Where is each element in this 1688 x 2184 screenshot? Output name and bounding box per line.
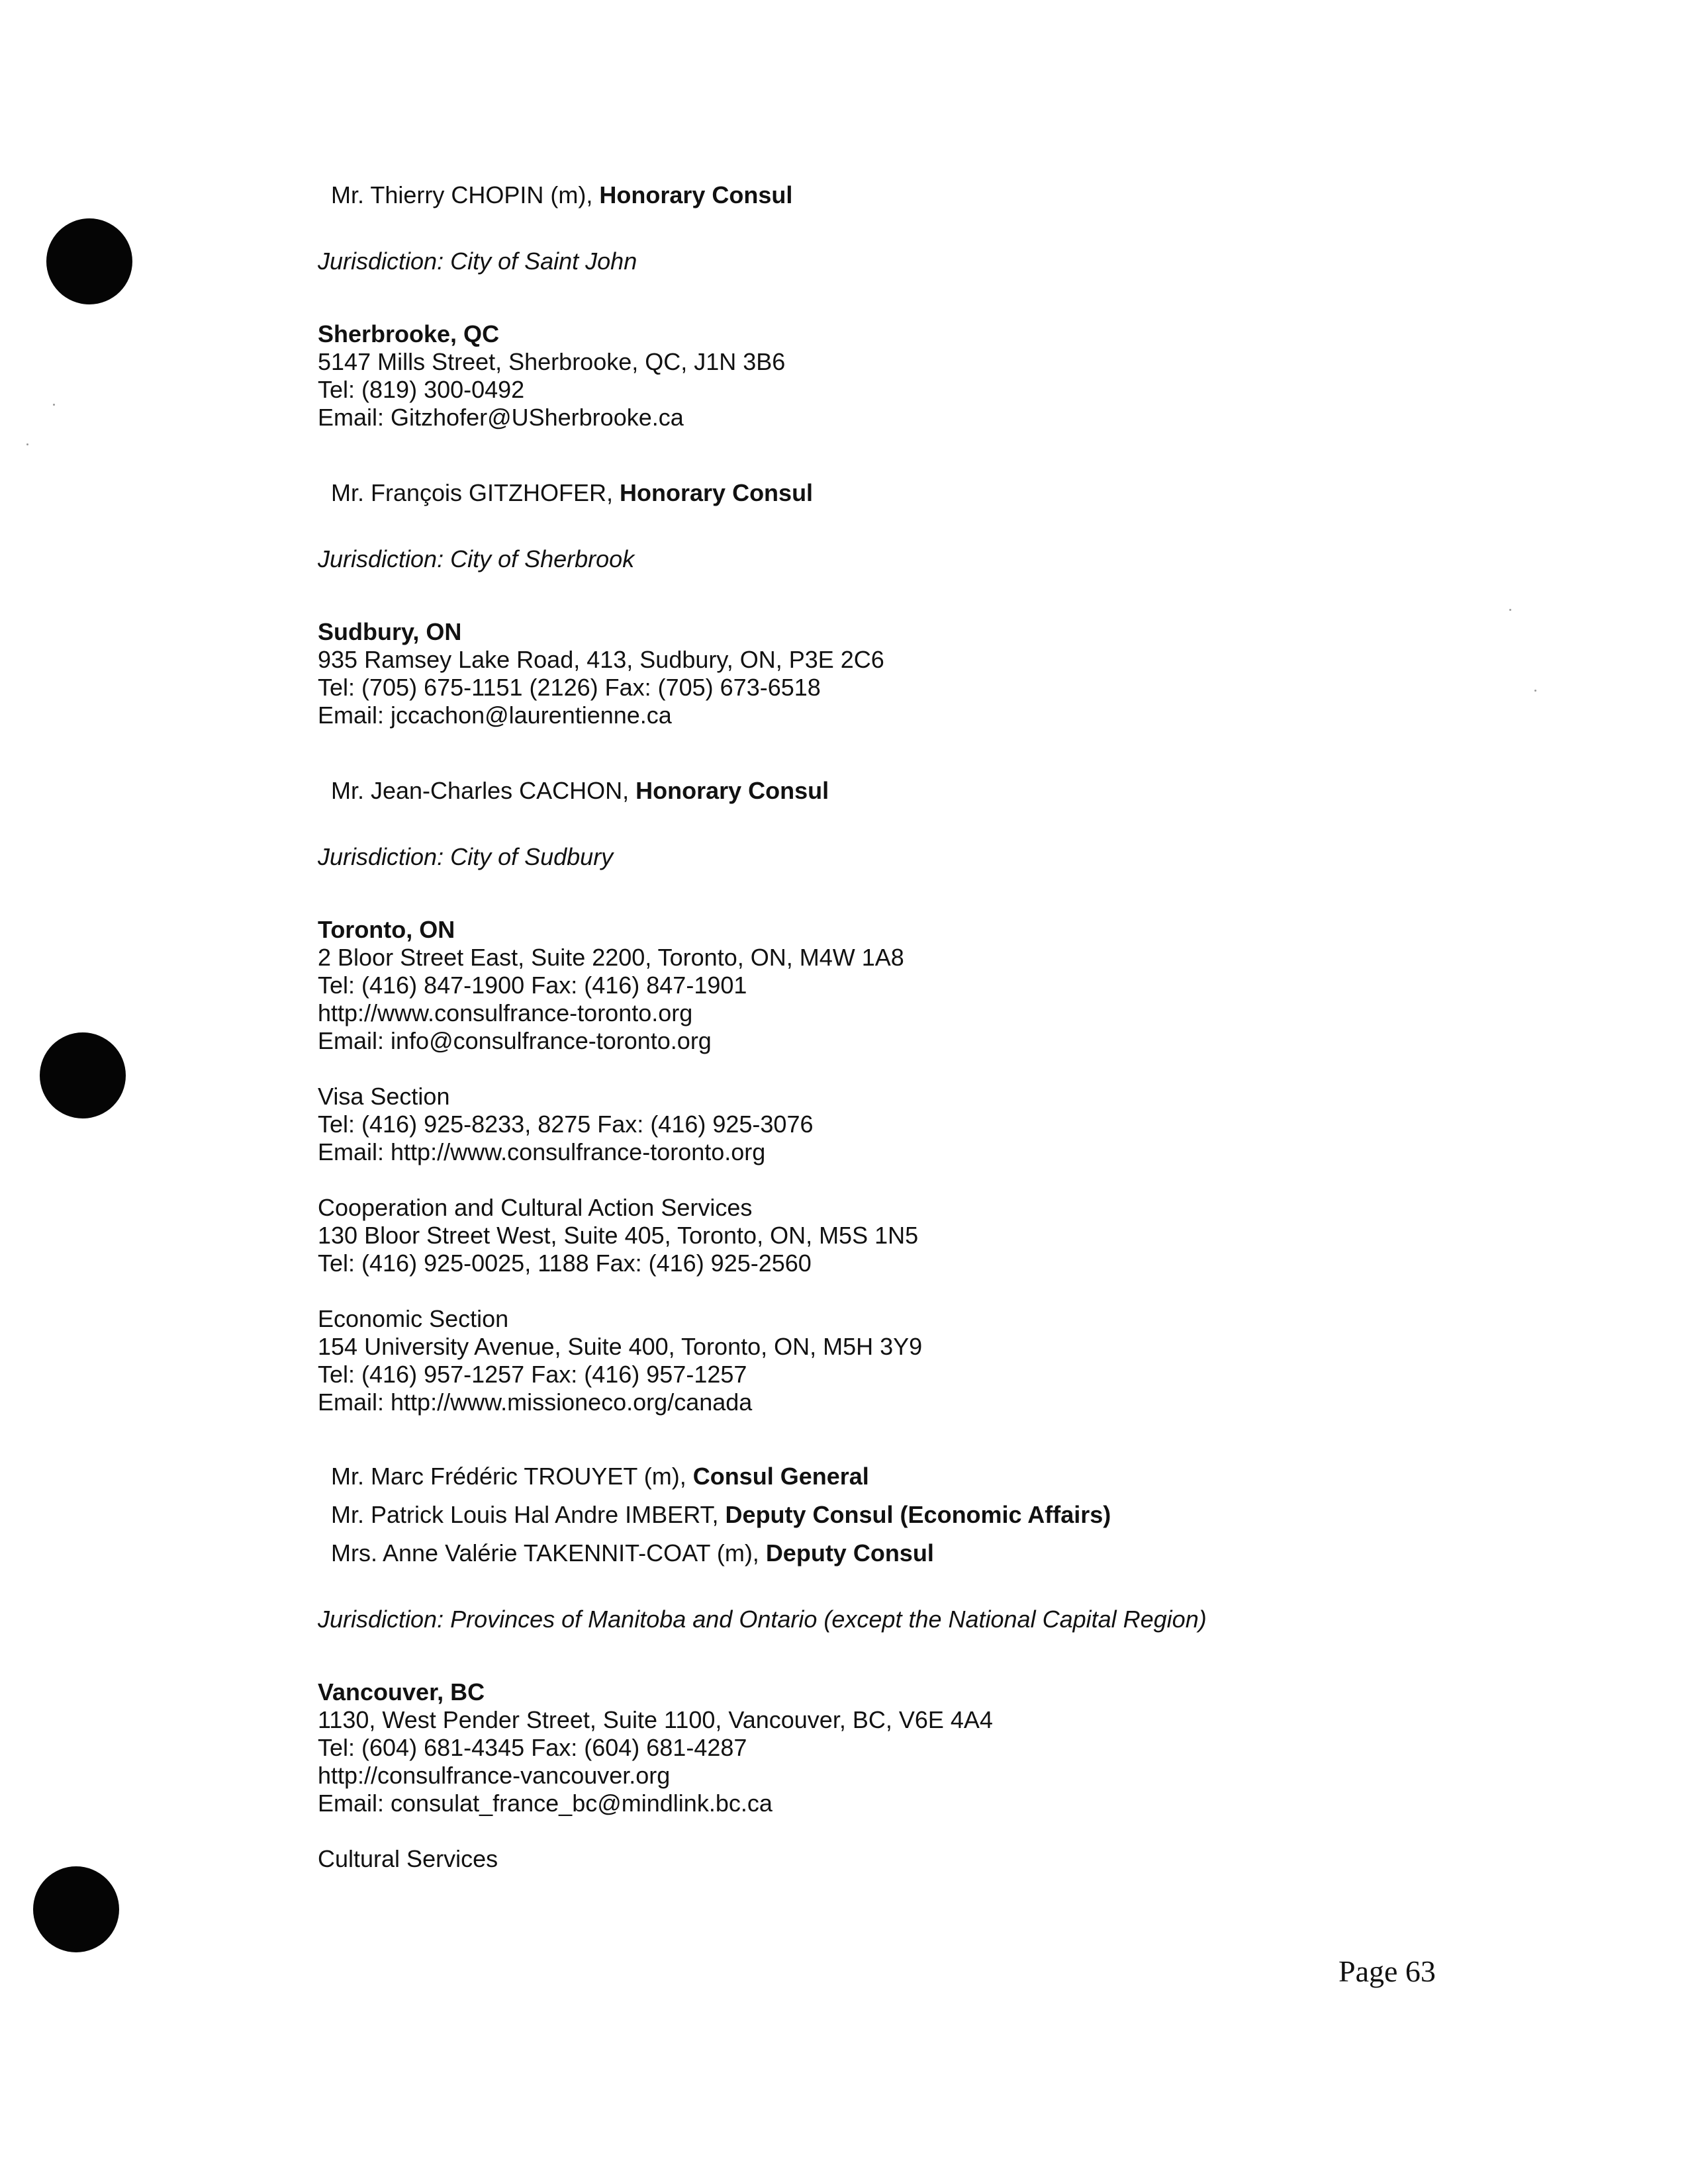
jurisdiction: Jurisdiction: City of Saint John (318, 248, 637, 275)
section-heading: Sudbury, ON (318, 618, 462, 645)
person-title: Deputy Consul (765, 1539, 934, 1567)
address: 154 University Avenue, Suite 400, Toronto, ON, M5H 3Y9 (318, 1333, 923, 1360)
jurisdiction: Jurisdiction: City of Sudbury (318, 843, 614, 870)
jurisdiction: Jurisdiction: Provinces of Manitoba and Ontario (except the National Capital Region) (318, 1606, 1207, 1633)
punch-hole-top (46, 218, 132, 304)
person-name: Mr. François GITZHOFER, (331, 479, 620, 506)
page-number: Page 63 (1338, 1954, 1436, 1988)
person-line (331, 1539, 934, 1567)
scan-speck (1534, 690, 1536, 692)
punch-hole-middle (40, 1032, 126, 1118)
person-title: Deputy Consul (Economic Affairs) (725, 1501, 1111, 1528)
email: Email: http://www.consulfrance-toronto.org (318, 1138, 766, 1165)
email: Email: http://www.missioneco.org/canada (318, 1388, 753, 1416)
telephone: Tel: (705) 675-1151 (2126) Fax: (705) 673-6518 (318, 674, 821, 701)
address: 5147 Mills Street, Sherbrooke, QC, J1N 3B6 (318, 348, 786, 375)
scan-speck (1509, 609, 1511, 611)
email: Email: consulat_france_bc@mindlink.bc.ca (318, 1790, 773, 1817)
person-line (331, 1501, 1111, 1529)
subsection-title: Cooperation and Cultural Action Services (318, 1194, 753, 1221)
section-heading: Vancouver, BC (318, 1678, 485, 1706)
subsection-title: Visa Section (318, 1083, 450, 1110)
person-line (331, 777, 829, 805)
person-line (331, 1463, 869, 1490)
email: Email: info@consulfrance-toronto.org (318, 1027, 712, 1054)
section-heading: Toronto, ON (318, 916, 455, 943)
email: Email: Gitzhofer@USherbrooke.ca (318, 404, 684, 431)
subsection-title: Cultural Services (318, 1845, 498, 1872)
person-name: Mr. Thierry CHOPIN (m), (331, 181, 600, 208)
person-name: Mr. Jean-Charles CACHON, (331, 777, 636, 804)
telephone: Tel: (416) 925-0025, 1188 Fax: (416) 925-2560 (318, 1250, 812, 1277)
person-name: Mr. Marc Frédéric TROUYET (m), (331, 1463, 693, 1490)
person-title: Honorary Consul (599, 181, 793, 208)
website: http://www.consulfrance-toronto.org (318, 999, 693, 1026)
punch-hole-bottom (33, 1866, 119, 1952)
email: Email: jccachon@laurentienne.ca (318, 702, 672, 729)
telephone: Tel: (416) 957-1257 Fax: (416) 957-1257 (318, 1361, 747, 1388)
jurisdiction: Jurisdiction: City of Sherbrook (318, 545, 635, 572)
scan-speck (26, 443, 28, 445)
person-line (331, 181, 792, 209)
telephone: Tel: (819) 300-0492 (318, 376, 525, 403)
telephone: Tel: (604) 681-4345 Fax: (604) 681-4287 (318, 1734, 747, 1761)
person-title: Honorary Consul (635, 777, 829, 804)
person-line (331, 479, 813, 507)
telephone: Tel: (416) 925-8233, 8275 Fax: (416) 925-3076 (318, 1111, 814, 1138)
scan-speck (53, 404, 55, 406)
address: 1130, West Pender Street, Suite 1100, Vancouver, BC, V6E 4A4 (318, 1706, 993, 1733)
person-title: Honorary Consul (620, 479, 814, 506)
person-name: Mr. Patrick Louis Hal Andre IMBERT, (331, 1501, 726, 1528)
address: 2 Bloor Street East, Suite 2200, Toronto, ON, M4W 1A8 (318, 944, 904, 971)
address: 130 Bloor Street West, Suite 405, Toronto, ON, M5S 1N5 (318, 1222, 919, 1249)
telephone: Tel: (416) 847-1900 Fax: (416) 847-1901 (318, 972, 747, 999)
person-title: Consul General (692, 1463, 869, 1490)
website: http://consulfrance-vancouver.org (318, 1762, 671, 1789)
subsection-title: Economic Section (318, 1305, 509, 1332)
section-heading: Sherbrooke, QC (318, 320, 500, 347)
address: 935 Ramsey Lake Road, 413, Sudbury, ON, P3E 2C6 (318, 646, 884, 673)
person-name: Mrs. Anne Valérie TAKENNIT-COAT (m), (331, 1539, 766, 1567)
